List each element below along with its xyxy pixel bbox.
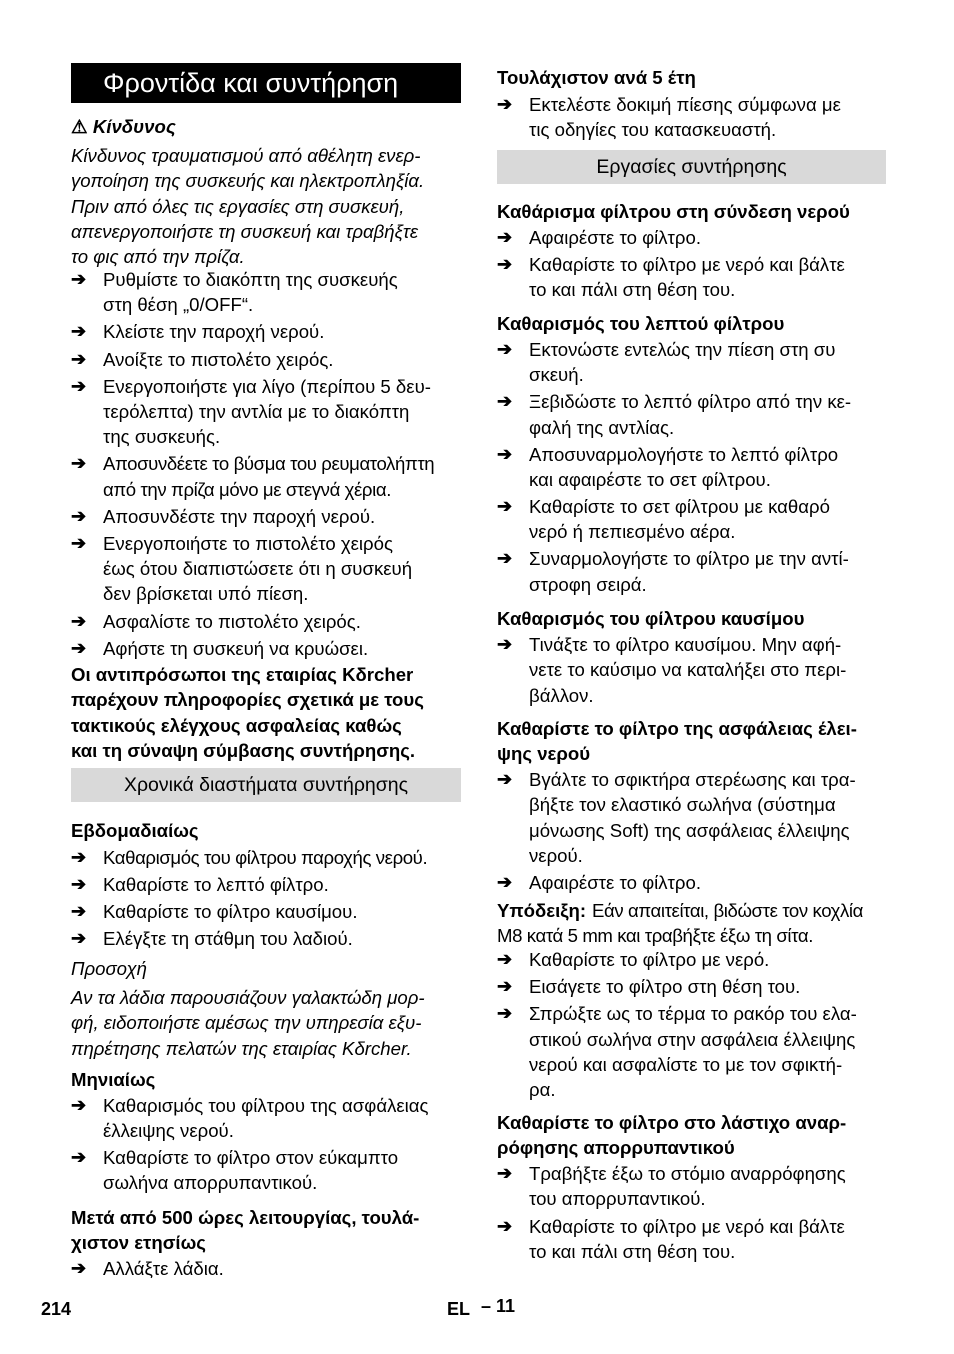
s3-heading: Καθαρισμός του φίλτρου καυσίμου [497,608,805,629]
step-text: τερόλεπτα) την αντλία με το διακόπτη [103,400,410,422]
step-text: σωλήνα απορρυπαντικού. [103,1172,318,1194]
step-text: Ενεργοποιήστε το πιστολέτο χειρός [103,532,393,554]
arrow-icon: ➔ [71,874,87,894]
step-text: Καθαρισμός του φίλτρου παροχής νερού. [103,847,428,868]
arrow-icon: ➔ [71,610,87,631]
hint-text: M8 κατά 5 mm και τραβήξτε έξω τη σίτα. [497,925,813,946]
step-text: Καθαρίστε το σετ φίλτρου με καθαρό [529,495,830,517]
arrow-icon: ➔ [497,769,513,789]
danger-text: γοποίηση της συσκευής και ηλεκτροπληξία. [71,170,425,192]
language-code: EL [447,1299,471,1319]
after500-heading: Μετά από 500 ώρες λειτουργίας, τουλά- [71,1207,420,1228]
arrow-icon: ➔ [497,339,513,359]
s4-heading: Καθαρίστε το φίλτρο της ασφάλειας έλει- [497,718,857,739]
step-text: νερού. [529,844,583,866]
five-years-heading: Τουλάχιστον ανά 5 έτη [497,67,696,88]
step-text: νερού και ασφαλίστε το με τον σφικτή- [529,1053,843,1075]
arrow-icon: ➔ [71,375,87,396]
arrow-icon: ➔ [497,94,513,114]
step-text: Αποσυνδέστε την παροχή νερού. [103,505,376,527]
monthly-heading: Μηνιαίως [71,1069,156,1090]
danger-text: το φις από την πρίζα. [71,246,245,268]
step-text: μόνωσης Soft) της ασφάλειας έλλειψης [529,819,850,841]
s1-heading: Καθάρισμα φίλτρου στη σύνδεση νερού [497,201,850,222]
dealer-note: και τη σύναψη σύμβασης συντήρησης. [71,739,416,761]
s2-heading: Καθαρισμός του λεπτού φίλτρου [497,313,785,334]
step-text: Αποσυναρμολογήστε το λεπτό φίλτρο [529,443,839,465]
step-text: Βγάλτε το σφικτήρα στερέωσης και τρα- [529,769,856,790]
section-title: Φροντίδα και συντήρηση [71,63,461,103]
hint-text: Εάν απαιτείται, βιδώστε τον κοχλία [592,900,863,921]
arrow-icon: ➔ [71,847,87,867]
step-text: Ανοίξτε το πιστολέτο χειρός. [103,348,334,370]
step-text: έλλειψης νερού. [103,1120,234,1142]
arrow-icon: ➔ [71,928,87,948]
arrow-icon: ➔ [497,495,513,516]
arrow-icon: ➔ [497,227,513,247]
s5-heading: ρόφησης απορρυπαντικού [497,1137,735,1159]
arrow-icon: ➔ [71,321,87,342]
arrow-icon: ➔ [497,391,513,412]
step-text: Ξεβιδώστε το λεπτό φίλτρο από την κε- [529,391,852,413]
arrow-icon: ➔ [497,976,513,997]
step-text: Καθαρίστε το φίλτρο με νερό και βάλτε [529,1215,845,1237]
step-text: Καθαρίστε το λεπτό φίλτρο. [103,874,329,895]
arrow-icon: ➔ [497,548,513,569]
step-text: Ασφαλίστε το πιστολέτο χειρός. [103,610,361,632]
step-text: Εκτελέστε δοκιμή πίεσης σύμφωνα με [529,94,841,115]
step-text: Ενεργοποιήστε για λίγο (περίπου 5 δευ- [103,375,431,397]
step-text: από την πρίζα μόνο με στεγνά χέρια. [103,478,391,500]
hint-label: Υπόδειξη: [497,900,587,921]
dealer-note: τακτικούς ελέγχους ασφαλείας καθώς [71,714,402,736]
step-text: Καθαρισμός του φίλτρου της ασφάλειας [103,1095,429,1116]
s4-heading: ψης νερού [497,743,591,765]
step-text: Εισάγετε το φίλτρο στη θέση του. [529,976,801,998]
step-text: στικού σωλήνα στην ασφάλεια έλλειψης [529,1028,856,1050]
arrow-icon: ➔ [497,1003,513,1024]
arrow-icon: ➔ [71,1258,87,1278]
dealer-note: παρέχουν πληροφορίες σχετικά με τους [71,689,424,711]
arrow-icon: ➔ [71,1147,87,1168]
arrow-icon: ➔ [71,1095,87,1115]
step-text: σκευή. [529,364,584,386]
arrow-icon: ➔ [497,253,513,274]
subsection-title: Χρονικά διαστήματα συντήρησης [71,768,461,802]
caution-label: Προσοχή [71,958,147,979]
step-text: Τραβήξτε έξω το στόμιο αναρρόφησης [529,1163,846,1184]
step-text: φαλή της αντλίας. [529,416,675,438]
danger-text: Κίνδυνος τραυματισμού από αθέλητη ενερ- [71,145,421,166]
step-text: του απορρυπαντικού. [529,1188,706,1210]
caution-text: πηρέτησης πελατών της εταιρίας Kδrcher. [71,1037,412,1059]
step-text: έως ότου διαπιστώσετε ότι η συσκευή [103,558,413,580]
step-text: Εκτονώστε εντελώς την πίεση στη συ [529,339,836,360]
warning-triangle-icon: ⚠ [71,116,93,137]
step-text: Καθαρίστε το φίλτρο με νερό και βάλτε [529,253,845,275]
step-text: της συσκευής. [103,426,221,448]
step-text: στροφη σειρά. [529,573,647,595]
arrow-icon: ➔ [71,505,87,526]
step-text: το και πάλι στη θέση του. [529,1240,736,1262]
caution-text: Αν τα λάδια παρουσιάζουν γαλακτώδη μορ- [71,987,425,1008]
page-number: 214 [41,1299,72,1319]
danger-text: απενεργοποιήστε τη συσκευή και τραβήξτε [71,220,419,242]
step-text: Σπρώξτε ως το τέρμα το ρακόρ του ελα- [529,1003,857,1025]
step-text: βήξτε τον ελαστικό σωλήνα (σύστημα [529,794,836,816]
step-text: Συναρμολογήστε το φίλτρο με την αντί- [529,548,849,570]
dealer-note: Οι αντιπρόσωποι της εταιρίας Kδrcher [71,664,414,685]
arrow-icon: ➔ [497,1163,513,1183]
arrow-icon: ➔ [497,634,513,654]
arrow-icon: ➔ [71,637,87,658]
arrow-icon: ➔ [71,348,87,369]
step-text: Καθαρίστε το φίλτρο καυσίμου. [103,901,358,922]
arrow-icon: ➔ [497,1215,513,1236]
arrow-icon: ➔ [497,443,513,464]
step-text: στη θέση „0/OFF“. [103,294,254,316]
sub-page-number: – 11 [481,1296,516,1316]
arrow-icon: ➔ [71,532,87,553]
s5-heading: Καθαρίστε το φίλτρο στο λάστιχο αναρ- [497,1112,847,1133]
weekly-heading: Εβδομαδιαίως [71,820,199,841]
step-text: Καθαρίστε το φίλτρο με νερό. [529,949,770,970]
arrow-icon: ➔ [71,269,87,289]
step-text: Αφαιρέστε το φίλτρο. [529,872,701,894]
step-text: Τινάξτε το φίλτρο καυσίμου. Μην αφή- [529,634,842,655]
arrow-icon: ➔ [71,901,87,921]
step-text: τις οδηγίες του κατασκευαστή. [529,119,777,141]
step-text: νετε το καύσιμο να καταλήξει στο περι- [529,659,847,681]
arrow-icon: ➔ [497,949,513,969]
step-text: το και πάλι στη θέση του. [529,279,736,301]
arrow-icon: ➔ [497,872,513,893]
step-text: Αλλάξτε λάδια. [103,1258,224,1279]
caution-text: φή, ειδοποιήστε αμέσως την υπηρεσία εξυ- [71,1012,422,1034]
step-text: Αφαιρέστε το φίλτρο. [529,227,701,248]
step-text: Ρυθμίστε το διακόπτη της συσκευής [103,269,398,290]
arrow-icon: ➔ [71,453,87,474]
step-text: Καθαρίστε το φίλτρο στον εύκαμπτο [103,1147,399,1169]
step-text: βάλλον. [529,684,594,706]
subsection-title: Εργασίες συντήρησης [497,150,886,184]
step-text: Αποσυνδέετε το βύσμα του ρευματολήπτη [103,453,435,475]
step-text: Αφήστε τη συσκευή να κρυώσει. [103,637,369,659]
step-text: νερό ή πεπιεσμένο αέρα. [529,521,736,543]
step-text: ρα. [529,1079,556,1101]
danger-heading [71,114,176,139]
danger-text: Πριν από όλες τις εργασίες στη συσκευή, [71,195,405,217]
after500-heading: χιστον ετησίως [71,1232,206,1254]
step-text: δεν βρίσκεται υπό πίεση. [103,583,309,605]
step-text: και αφαιρέστε το σετ φίλτρου. [529,468,771,490]
step-text: Κλείστε την παροχή νερού. [103,321,325,343]
step-text: Ελέγξτε τη στάθμη του λαδιού. [103,928,353,949]
danger-label: Κίνδυνος [92,116,176,137]
